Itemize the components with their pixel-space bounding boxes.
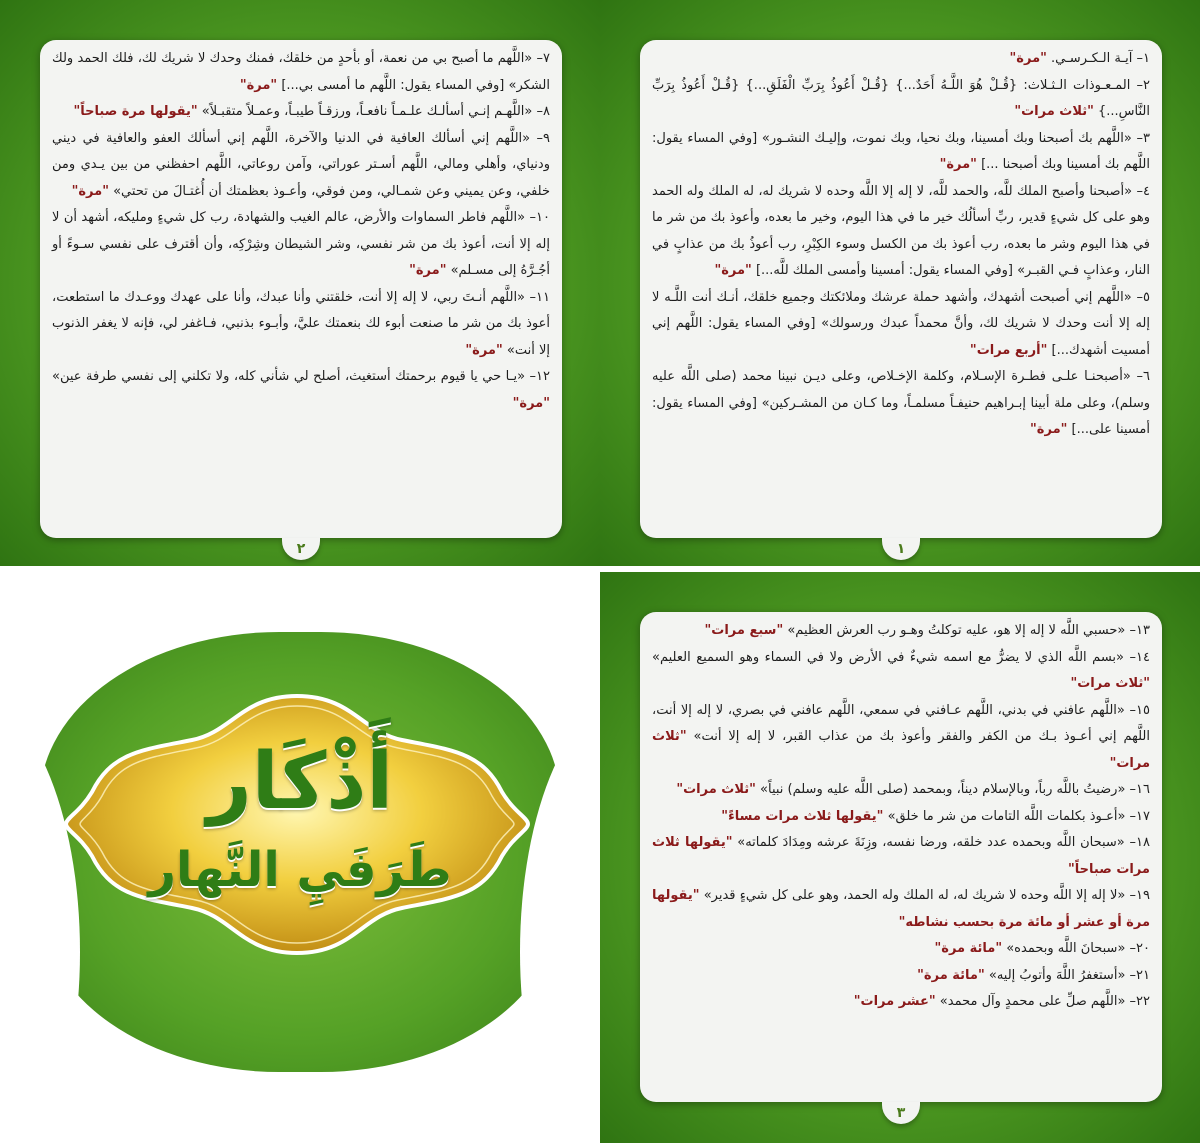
dhikr-item — [652, 936, 1150, 963]
page-number-badge: ١ — [882, 538, 920, 560]
dhikr-item — [652, 883, 1150, 936]
dhikr-text: ٦– «أصبحنـا علـى فطـرة الإسـلام، وكلمة الإخـلاص، وعلى ديـن نبينا محمد (صلى اللَّه عليه وسلم)، وعلى ملة أبينا إبـراهيم حنيفـاً مسلمـاً، وما كـان من المشـركين» [وفي المساء يقول: أمسينا على...] — [652, 369, 1150, 437]
dhikr-text: ١٤– «بسم اللَّه الذي لا يضرُّ مع اسمه شيءٌ في الأرض ولا في السماء وهو السميع العليم» — [652, 649, 1150, 665]
dhikr-item — [52, 126, 550, 206]
dhikr-text: ٥– «اللَّهم إني أصبحت أشهدك، وأشهد حملة عرشك وملائكتك وجميع خلقك، أنـك أنت اللَّـه لا إله إلا أنت وحدك لا شريك لك، وأنَّ محمداً عبدك ورسولك» [وفي المساء يقول: اللَّهم إني أمسيت أشهدك...] — [652, 289, 1150, 358]
dhikr-text: ٢٠– «سبحانَ اللَّه وبحمده» — [1002, 941, 1150, 956]
repetition-note: "مرة" — [239, 77, 278, 93]
dhikr-text: ١١– «اللَّهم أنـتَ ربي، لا إله إلا أنت، خلقتني وأنا عبدك، وأنا على عهدك ووعـدك ما استطعت، أعوذ بك من شر ما صنعت أبوء لك بنعمتك عليَّ، وأبـوء بذنبي، فـاغفر لي، فإنه لا يغفر الذنوب إلا أنت» — [52, 289, 550, 358]
repetition-note: "ثلاث مرات" — [1070, 676, 1150, 691]
dhikr-text: ١– آيـة الـكـرسـي. — [1046, 51, 1150, 66]
dhikr-item — [652, 777, 1150, 804]
repetition-note: "عشر مرات" — [853, 994, 936, 1009]
repetition-note: "مرة" — [714, 263, 752, 278]
page-number-badge: ٢ — [282, 538, 320, 560]
repetition-note: "مرة" — [1030, 422, 1068, 437]
dhikr-text: ١٣– «حسبي اللَّه لا إله إلا هو، عليه توكلتُ وهـو رب العرش العظيم» — [783, 623, 1150, 638]
page-one-list — [652, 46, 1150, 444]
dhikr-text: ٩– «اللَّهم إني أسألك العافية في الدنيا والآخرة، اللَّهم إني أسألك العفو والعافية في ديني ودنياي، وأهلي ومالي، اللَّهم أسـتر عوراتي، وآمن روعاتي، اللَّهم احفظني من بين يـدي ومن خلفي، وعن يميني وعن شمـالي، ومن فوقي، وأعـوذ بعظمتك أن أُغتـالَ من تحتي» — [52, 130, 550, 199]
dhikr-text: ١٦– «رضيتُ باللَّه رباً، وبالإسلام ديناً، وبمحمد (صلى اللَّه عليه وسلم) نبياً» — [755, 782, 1150, 797]
dhikr-item — [652, 618, 1150, 645]
dhikr-item — [652, 698, 1150, 778]
repetition-note: "مرة" — [465, 342, 503, 358]
page-number-badge: ٣ — [882, 1102, 920, 1124]
repetition-note: "مرة" — [409, 263, 447, 278]
page-two-card — [40, 40, 562, 538]
dhikr-text: ٤– «أصبحنا وأصبح الملك للَّه، والحمد للَّه، لا إله إلا اللَّه وحده لا شريك له، له الملك وله الحمد وهو على كل شيءٍ قدير، ربِّ أسألُك خير ما في هذا اليوم، وخير ما بعده، وأعوذ بك من شر ما في هذا اليوم وشر ما بعده، رب أعوذ بك من الكسل وسوء الكِبْرِ، رب أعوذُ بك من عذابٍ في النار، وعذابٍ فـي القبـر» [وفي المساء يقول: أمسينا وأمسى الملك للَّه...] — [652, 183, 1150, 278]
repetition-note: "مائة مرة" — [934, 941, 1003, 956]
repetition-note: "ثلاث مرات" — [676, 782, 756, 797]
repetition-note: "يقولها مرة أو عشر أو مائة مرة بحسب نشاطه" — [652, 888, 1150, 930]
page-one-card — [640, 40, 1162, 538]
repetition-note: "مرة" — [512, 395, 550, 411]
repetition-note: "يقولها ثلاث مرات صباحاً" — [652, 835, 1150, 877]
dhikr-text: ٨– «اللَّهـم إنـي أسألـك علـمـاً نافعـاً، ورزقـاً طيبـاً، وعمـلاً متقبـلاً» — [197, 104, 550, 119]
dhikr-item — [652, 73, 1150, 126]
dhikr-item — [652, 179, 1150, 285]
dhikr-item — [652, 804, 1150, 831]
page-two — [0, 0, 600, 566]
repetition-note: "أربع مرات" — [969, 342, 1048, 358]
dhikr-item — [52, 364, 550, 417]
dhikr-item — [652, 46, 1150, 73]
dhikr-text: ١٩– «لا إله إلا اللَّه وحده لا شريك له، له الملك وله الحمد، وهو على كل شيءٍ قدير» — [699, 888, 1150, 903]
dhikr-item — [652, 364, 1150, 444]
dhikr-item — [652, 830, 1150, 883]
page-three-card — [640, 612, 1162, 1102]
cover-page — [0, 572, 600, 1143]
page-one — [600, 0, 1200, 566]
page-three — [600, 572, 1200, 1143]
dhikr-item — [652, 963, 1150, 990]
repetition-note: "مرة" — [71, 183, 109, 199]
repetition-note: "ثلاث مرات" — [1014, 104, 1094, 119]
dhikr-item — [52, 205, 550, 285]
dhikr-text: ١٥– «اللَّهم عافني في بدني، اللَّهم عـافني في سمعي، اللَّهم عافني في بصري، لا إله إلا أنت، اللَّهم إني أعـوذ بـك من الكفر والفقر وأعوذ بك من عذاب القبر، لا إله إلا أنت» — [652, 702, 1150, 744]
page-three-list — [652, 618, 1150, 1016]
repetition-note: "يقولها مرة صباحاً" — [73, 104, 198, 119]
dhikr-text: ٢– المـعـوذات الـثـلاث: {قُـلْ هُوَ اللَّـهُ أَحَدٌ...} {قُـلْ أَعُوذُ بِرَبِّ الْفَلَقِ...} {قُـلْ أَعُوذُ بِرَبِّ النَّاسِ...} — [652, 77, 1150, 119]
page-two-list — [52, 46, 550, 417]
dhikr-text: ٢١– «أستغفرُ اللَّهَ وأتوبُ إليه» — [984, 967, 1150, 983]
dhikr-text: ٧– «اللَّهم ما أصبح بي من نعمة، أو بأحدٍ من خلقك، فمنك وحدك لا شريك لك، فلك الحمد ولك الشكر» [وفي المساء يقول: اللَّهم ما أمسى بي...] — [52, 51, 550, 93]
dhikr-item — [652, 126, 1150, 179]
dhikr-item — [652, 285, 1150, 365]
repetition-note: "يقولها ثلاث مرات مساءً" — [721, 808, 884, 824]
dhikr-text: ١٢– «يـا حي يا قيوم برحمتك أستغيث، أصلح لي شأني كله، ولا تكلني إلى نفسي طرفة عين» — [52, 369, 550, 384]
repetition-note: "مائة مرة" — [917, 967, 985, 983]
cover-title: أَذْكَار — [206, 737, 394, 827]
repetition-note: "مرة" — [1009, 51, 1047, 66]
dhikr-item — [52, 46, 550, 99]
dhikr-item — [52, 285, 550, 365]
repetition-note: "مرة" — [939, 157, 977, 172]
dhikr-text: ٣– «اللَّهم بك أصبحنا وبك أمسينا، وبك نحيا، وبك نموت، وإليـك النشـور» [وفي المساء يقول: اللَّهم بك أمسينا وبك أصبحنا ...] — [652, 130, 1150, 172]
dhikr-item — [52, 99, 550, 126]
cover-subtitle: طَرَفَيِ النَّهار — [148, 842, 452, 898]
dhikr-text: ١٧– «أعـوذ بكلمات اللَّه التامات من شر ما خلق» — [883, 808, 1150, 824]
dhikr-item — [652, 989, 1150, 1016]
repetition-note: "سبع مرات" — [704, 623, 784, 638]
repetition-note: "ثلاث مرات" — [652, 729, 1150, 771]
dhikr-text: ١٠– «اللَّهم فاطر السماوات والأرض، عالم الغيب والشهادة، رب كل شيءٍ ومليكه، أشهد أن لا إله إلا أنت، أعوذ بك من شر نفسي، وشر الشيطان وشِرْكِه، وأن أقترف على نفسي سـوءً أو أجُـرَّهُ إلى مسـلم» — [52, 210, 550, 278]
dhikr-item — [652, 645, 1150, 698]
dhikr-text: ٢٢– «اللَّهم صلِّ على محمدٍ وآل محمد» — [935, 994, 1150, 1009]
dhikr-text: ١٨– «سبحان اللَّه وبحمده عدد خلقه، ورضا نفسه، وزِنَةَ عرشه ومِدَادَ كلماته» — [732, 835, 1150, 850]
